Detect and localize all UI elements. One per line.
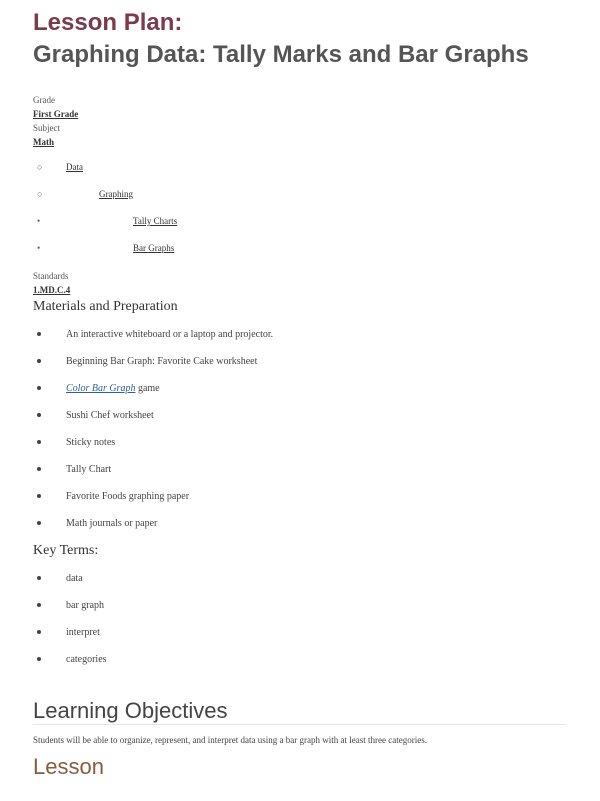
bullet-icon xyxy=(37,603,41,607)
bullet-icon: • xyxy=(37,243,41,253)
subject-link-tally-charts[interactable]: Tally Charts xyxy=(133,216,178,226)
bullet-icon xyxy=(37,630,41,634)
bullet-icon xyxy=(37,386,41,390)
materials-item-text: game xyxy=(135,383,160,394)
subject-link-data[interactable]: Data xyxy=(66,162,83,172)
materials-item-text: Sushi Chef worksheet xyxy=(66,410,154,421)
learning-objective-text: Students will be able to organize, represent, and interpret data using a bar graph with at least three categories. xyxy=(33,735,427,745)
hollow-circle-bullet-icon: ○ xyxy=(37,189,43,199)
key-terms-heading: Key Terms: xyxy=(33,543,99,558)
materials-item xyxy=(37,464,111,476)
page-title: Graphing Data: Tally Marks and Bar Graphs xyxy=(33,41,529,68)
key-term-text: data xyxy=(66,573,83,584)
lesson-heading: Lesson xyxy=(33,754,104,779)
bullet-icon xyxy=(37,359,41,363)
bullet-icon: • xyxy=(37,216,41,226)
subject-link[interactable]: Math xyxy=(33,137,54,147)
lesson-plan-label: Lesson Plan: xyxy=(33,9,183,36)
materials-item xyxy=(37,518,157,530)
subject-link-bar-graphs[interactable]: Bar Graphs xyxy=(133,243,175,253)
key-term-text: interpret xyxy=(66,627,100,638)
learning-objectives-heading: Learning Objectives xyxy=(33,698,228,723)
bullet-icon xyxy=(37,413,41,417)
key-term-text: categories xyxy=(66,654,107,665)
bullet-icon xyxy=(37,521,41,525)
materials-item-text: An interactive whiteboard or a laptop and projector. xyxy=(66,329,274,340)
materials-item-text: Sticky notes xyxy=(66,437,116,448)
materials-item xyxy=(37,329,273,341)
materials-item-text: Tally Chart xyxy=(66,464,112,475)
materials-item-text: Math journals or paper xyxy=(66,518,158,529)
bullet-icon xyxy=(37,494,41,498)
materials-item-text: Beginning Bar Graph: Favorite Cake worksheet xyxy=(66,356,258,367)
materials-item xyxy=(37,383,160,395)
bullet-icon xyxy=(37,576,41,580)
grade-label: Grade xyxy=(33,95,55,105)
grade-link[interactable]: First Grade xyxy=(33,109,79,119)
key-term-item xyxy=(37,627,100,639)
materials-item xyxy=(37,437,115,449)
materials-item xyxy=(37,491,189,503)
standards-link[interactable]: 1.MD.C.4 xyxy=(33,285,71,295)
key-term-text: bar graph xyxy=(66,600,105,611)
materials-heading: Materials and Preparation xyxy=(33,299,178,314)
key-term-item xyxy=(37,573,83,585)
color-bar-graph-link[interactable]: Color Bar Graph xyxy=(66,383,136,394)
key-term-item xyxy=(37,600,104,612)
key-term-item xyxy=(37,654,107,666)
hollow-circle-bullet-icon: ○ xyxy=(37,162,43,172)
subject-link-graphing[interactable]: Graphing xyxy=(99,189,133,199)
bullet-icon xyxy=(37,440,41,444)
materials-item xyxy=(37,356,257,368)
bullet-icon xyxy=(37,467,41,471)
bullet-icon xyxy=(37,332,41,336)
section-divider xyxy=(33,724,566,725)
materials-item-text: Favorite Foods graphing paper xyxy=(66,491,190,502)
subject-label: Subject xyxy=(33,123,60,133)
standards-label: Standards xyxy=(33,271,69,281)
materials-item xyxy=(37,410,154,422)
bullet-icon xyxy=(37,657,41,661)
